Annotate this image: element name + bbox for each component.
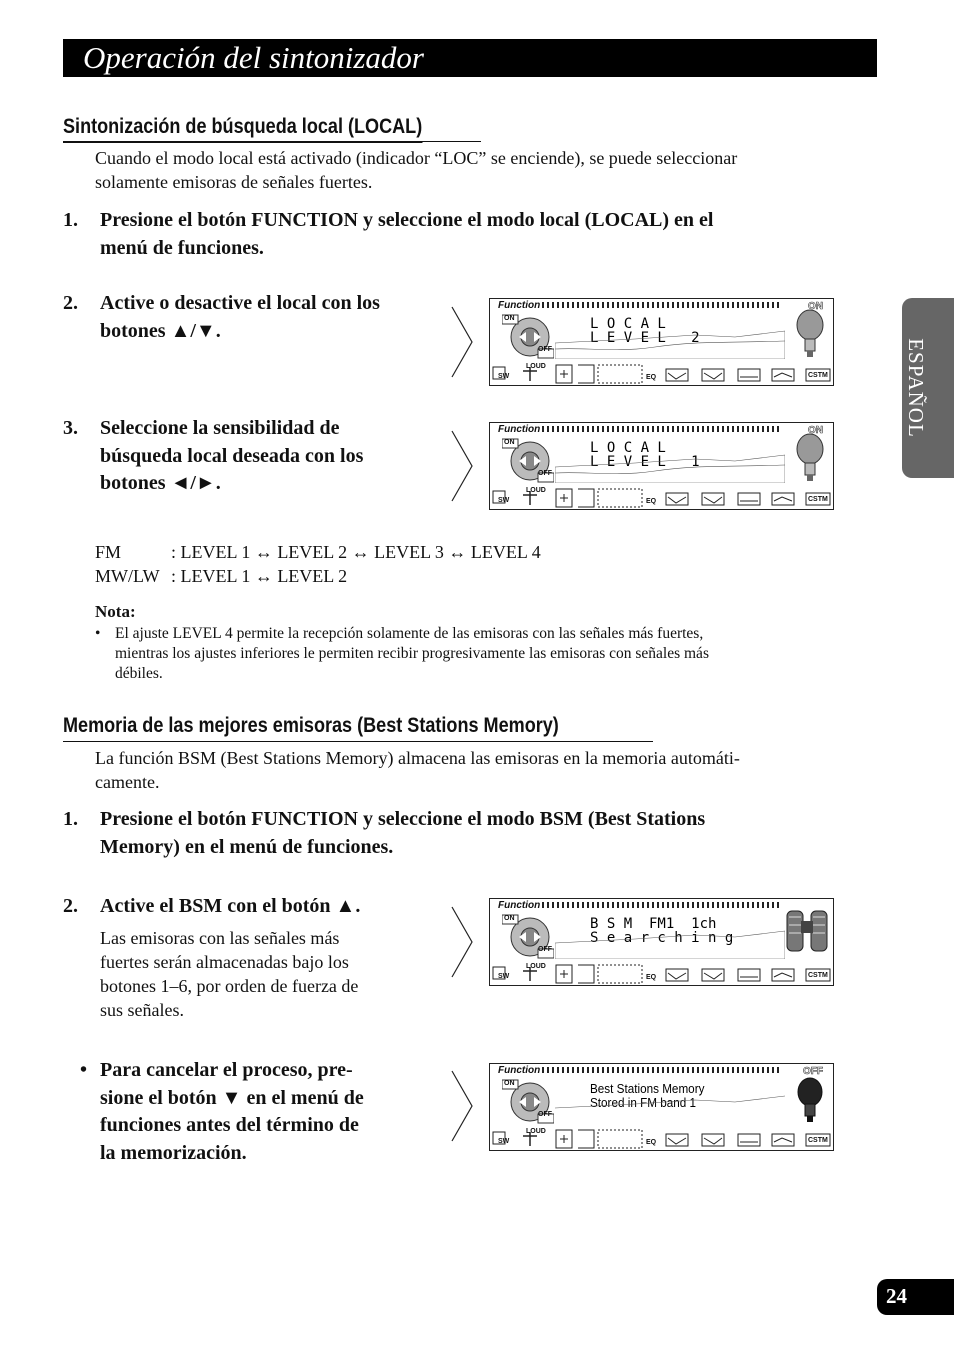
display-line-2: L E V E L 2 [590, 330, 700, 346]
display-line-1: B S M FM1 1ch [590, 916, 717, 932]
step-text: Memory) en el menú de funciones. [100, 835, 394, 858]
on-indicator: ON [808, 425, 823, 436]
display-line-1: L O C A L [590, 440, 666, 456]
on-label: ON [504, 439, 515, 446]
display-line-1: Best Stations Memory [590, 1081, 705, 1096]
on-label: ON [504, 1080, 515, 1087]
heading-underline [63, 141, 481, 142]
chevron-right-icon [451, 906, 473, 978]
fm-label: FM [95, 542, 122, 562]
fm-levels: : LEVEL 1 ↔ LEVEL 2 ↔ LEVEL 3 ↔ LEVEL 4 [171, 542, 541, 562]
on-label: ON [504, 915, 515, 922]
section-heading-bsm: Memoria de las mejores emisoras (Best Stations Memory) [63, 714, 559, 742]
eq-label: EQ [646, 974, 657, 981]
step-number: 2. [63, 292, 78, 314]
off-label: OFF [538, 1111, 552, 1118]
step-text: búsqueda local deseada con los [100, 444, 364, 467]
step-number: 2. [63, 895, 78, 917]
loud-label: LOUD [526, 487, 546, 494]
sw-label: SW [498, 373, 510, 380]
eq-label: EQ [646, 1139, 657, 1146]
sw-label: SW [498, 497, 510, 504]
display-wave-graphic [555, 913, 785, 959]
desc-line: fuertes serán almacenadas bajo los [100, 952, 349, 972]
step-number: 1. [63, 808, 78, 830]
function-label: Function [498, 300, 541, 311]
section2-intro [95, 746, 740, 794]
page-title: Operación del sintonizador [83, 40, 424, 75]
note-line: mientras los ajustes inferiores le permiten recibir progresivamente las emisoras con señales más [115, 645, 709, 662]
cstm-label: CSTM [808, 372, 828, 379]
language-tab-label: ESPAÑOL [904, 338, 928, 438]
binoculars-icon [785, 903, 829, 959]
off-indicator: OFF [803, 1066, 823, 1077]
display-ticks [542, 426, 782, 432]
chevron-right-icon [451, 1070, 473, 1142]
chevron-right-icon [451, 306, 473, 378]
on-label: ON [504, 315, 515, 322]
section2-step2-desc [100, 926, 358, 1022]
function-label: Function [498, 1065, 541, 1076]
cstm-label: CSTM [808, 972, 828, 979]
cstm-label: CSTM [808, 496, 828, 503]
off-label: OFF [538, 946, 552, 953]
function-label: Function [498, 900, 541, 911]
display-ticks [542, 1067, 782, 1073]
display-line-2: L E V E L 1 [590, 454, 700, 470]
display-ticks [542, 902, 782, 908]
step-number: 3. [63, 417, 78, 439]
step-text: botones ◄/►. [100, 472, 221, 494]
note-title: Nota: [95, 602, 136, 621]
section2-step1 [63, 806, 863, 862]
cancel-text: funciones antes del término de [100, 1114, 359, 1136]
off-label: OFF [538, 346, 552, 353]
step-text: Presione el botón FUNCTION y seleccione el modo BSM (Best Stations [100, 808, 706, 830]
page-number: 24 [886, 1284, 907, 1308]
display-wave-graphic [555, 313, 785, 359]
mwlw-label: MW/LW [95, 566, 160, 586]
lcd-display-local-level2 [489, 298, 834, 386]
eq-label: EQ [646, 374, 657, 381]
display-ticks [542, 302, 782, 308]
heading-underline [63, 741, 653, 742]
step-text: Active o desactive el local con los [100, 292, 380, 314]
note-line: débiles. [115, 665, 163, 682]
step-text: menú de funciones. [100, 236, 264, 259]
mwlw-levels: : LEVEL 1 ↔ LEVEL 2 [171, 566, 348, 586]
section2-step2 [63, 893, 443, 923]
cancel-text: sione el botón ▼ en el menú de [100, 1086, 364, 1109]
function-label: Function [498, 424, 541, 435]
display-line-2: Stored in FM band 1 [590, 1095, 697, 1110]
intro-line: La función BSM (Best Stations Memory) almacena las emisoras en la memoria automáti- [95, 748, 740, 768]
display-line-2: S e a r c h i n g [590, 930, 734, 946]
desc-line: botones 1–6, por orden de fuerza de [100, 976, 359, 996]
display-wave-graphic [555, 1078, 785, 1124]
section1-intro [95, 146, 737, 194]
bullet: • [80, 1059, 88, 1081]
sw-label: SW [498, 973, 510, 980]
note-line: El ajuste LEVEL 4 permite la recepción solamente de las emisoras con las señales más fuertes, [115, 625, 704, 642]
page-number-tab [877, 1279, 954, 1315]
step-text: botones ▲/▼. [100, 319, 221, 342]
off-label: OFF [538, 470, 552, 477]
intro-line: solamente emisoras de señales fuertes. [95, 172, 373, 192]
loud-label: LOUD [526, 963, 546, 970]
note-bullet: • [95, 625, 101, 642]
section2-cancel [63, 1057, 443, 1169]
loud-label: LOUD [526, 1128, 546, 1135]
lcd-display-bsm-searching [489, 898, 834, 986]
intro-line: camente. [95, 772, 160, 792]
step-number: 1. [63, 209, 78, 231]
display-wave-graphic [555, 437, 785, 483]
fm-levels-row [95, 540, 121, 564]
page-title-bar [63, 39, 877, 77]
eq-label: EQ [646, 498, 657, 505]
cancel-text: la memorización. [100, 1141, 247, 1164]
cstm-label: CSTM [808, 1137, 828, 1144]
step-text: Seleccione la sensibilidad de [100, 417, 340, 439]
step-text: Active el BSM con el botón ▲. [100, 895, 361, 917]
section-heading-local: Sintonización de búsqueda local (LOCAL) [63, 115, 422, 143]
on-indicator: ON [808, 301, 823, 312]
section1-step3 [63, 415, 443, 499]
intro-line: Cuando el modo local está activado (indicador “LOC” se enciende), se puede seleccionar [95, 148, 738, 168]
section1-step2 [63, 290, 443, 346]
loud-label: LOUD [526, 363, 546, 370]
cancel-text: Para cancelar el proceso, pre- [100, 1059, 353, 1081]
sw-label: SW [498, 1138, 510, 1145]
lcd-display-local-level1 [489, 422, 834, 510]
note-text [115, 624, 709, 684]
display-line-1: L O C A L [590, 316, 666, 332]
desc-line: Las emisoras con las señales más [100, 928, 340, 948]
desc-line: sus señales. [100, 1000, 184, 1020]
section1-step1 [63, 207, 863, 263]
language-tab [902, 298, 954, 478]
chevron-right-icon [451, 430, 473, 502]
lcd-display-bsm-stored [489, 1063, 834, 1151]
step-text: Presione el botón FUNCTION y seleccione el modo local (LOCAL) en el [100, 209, 714, 231]
